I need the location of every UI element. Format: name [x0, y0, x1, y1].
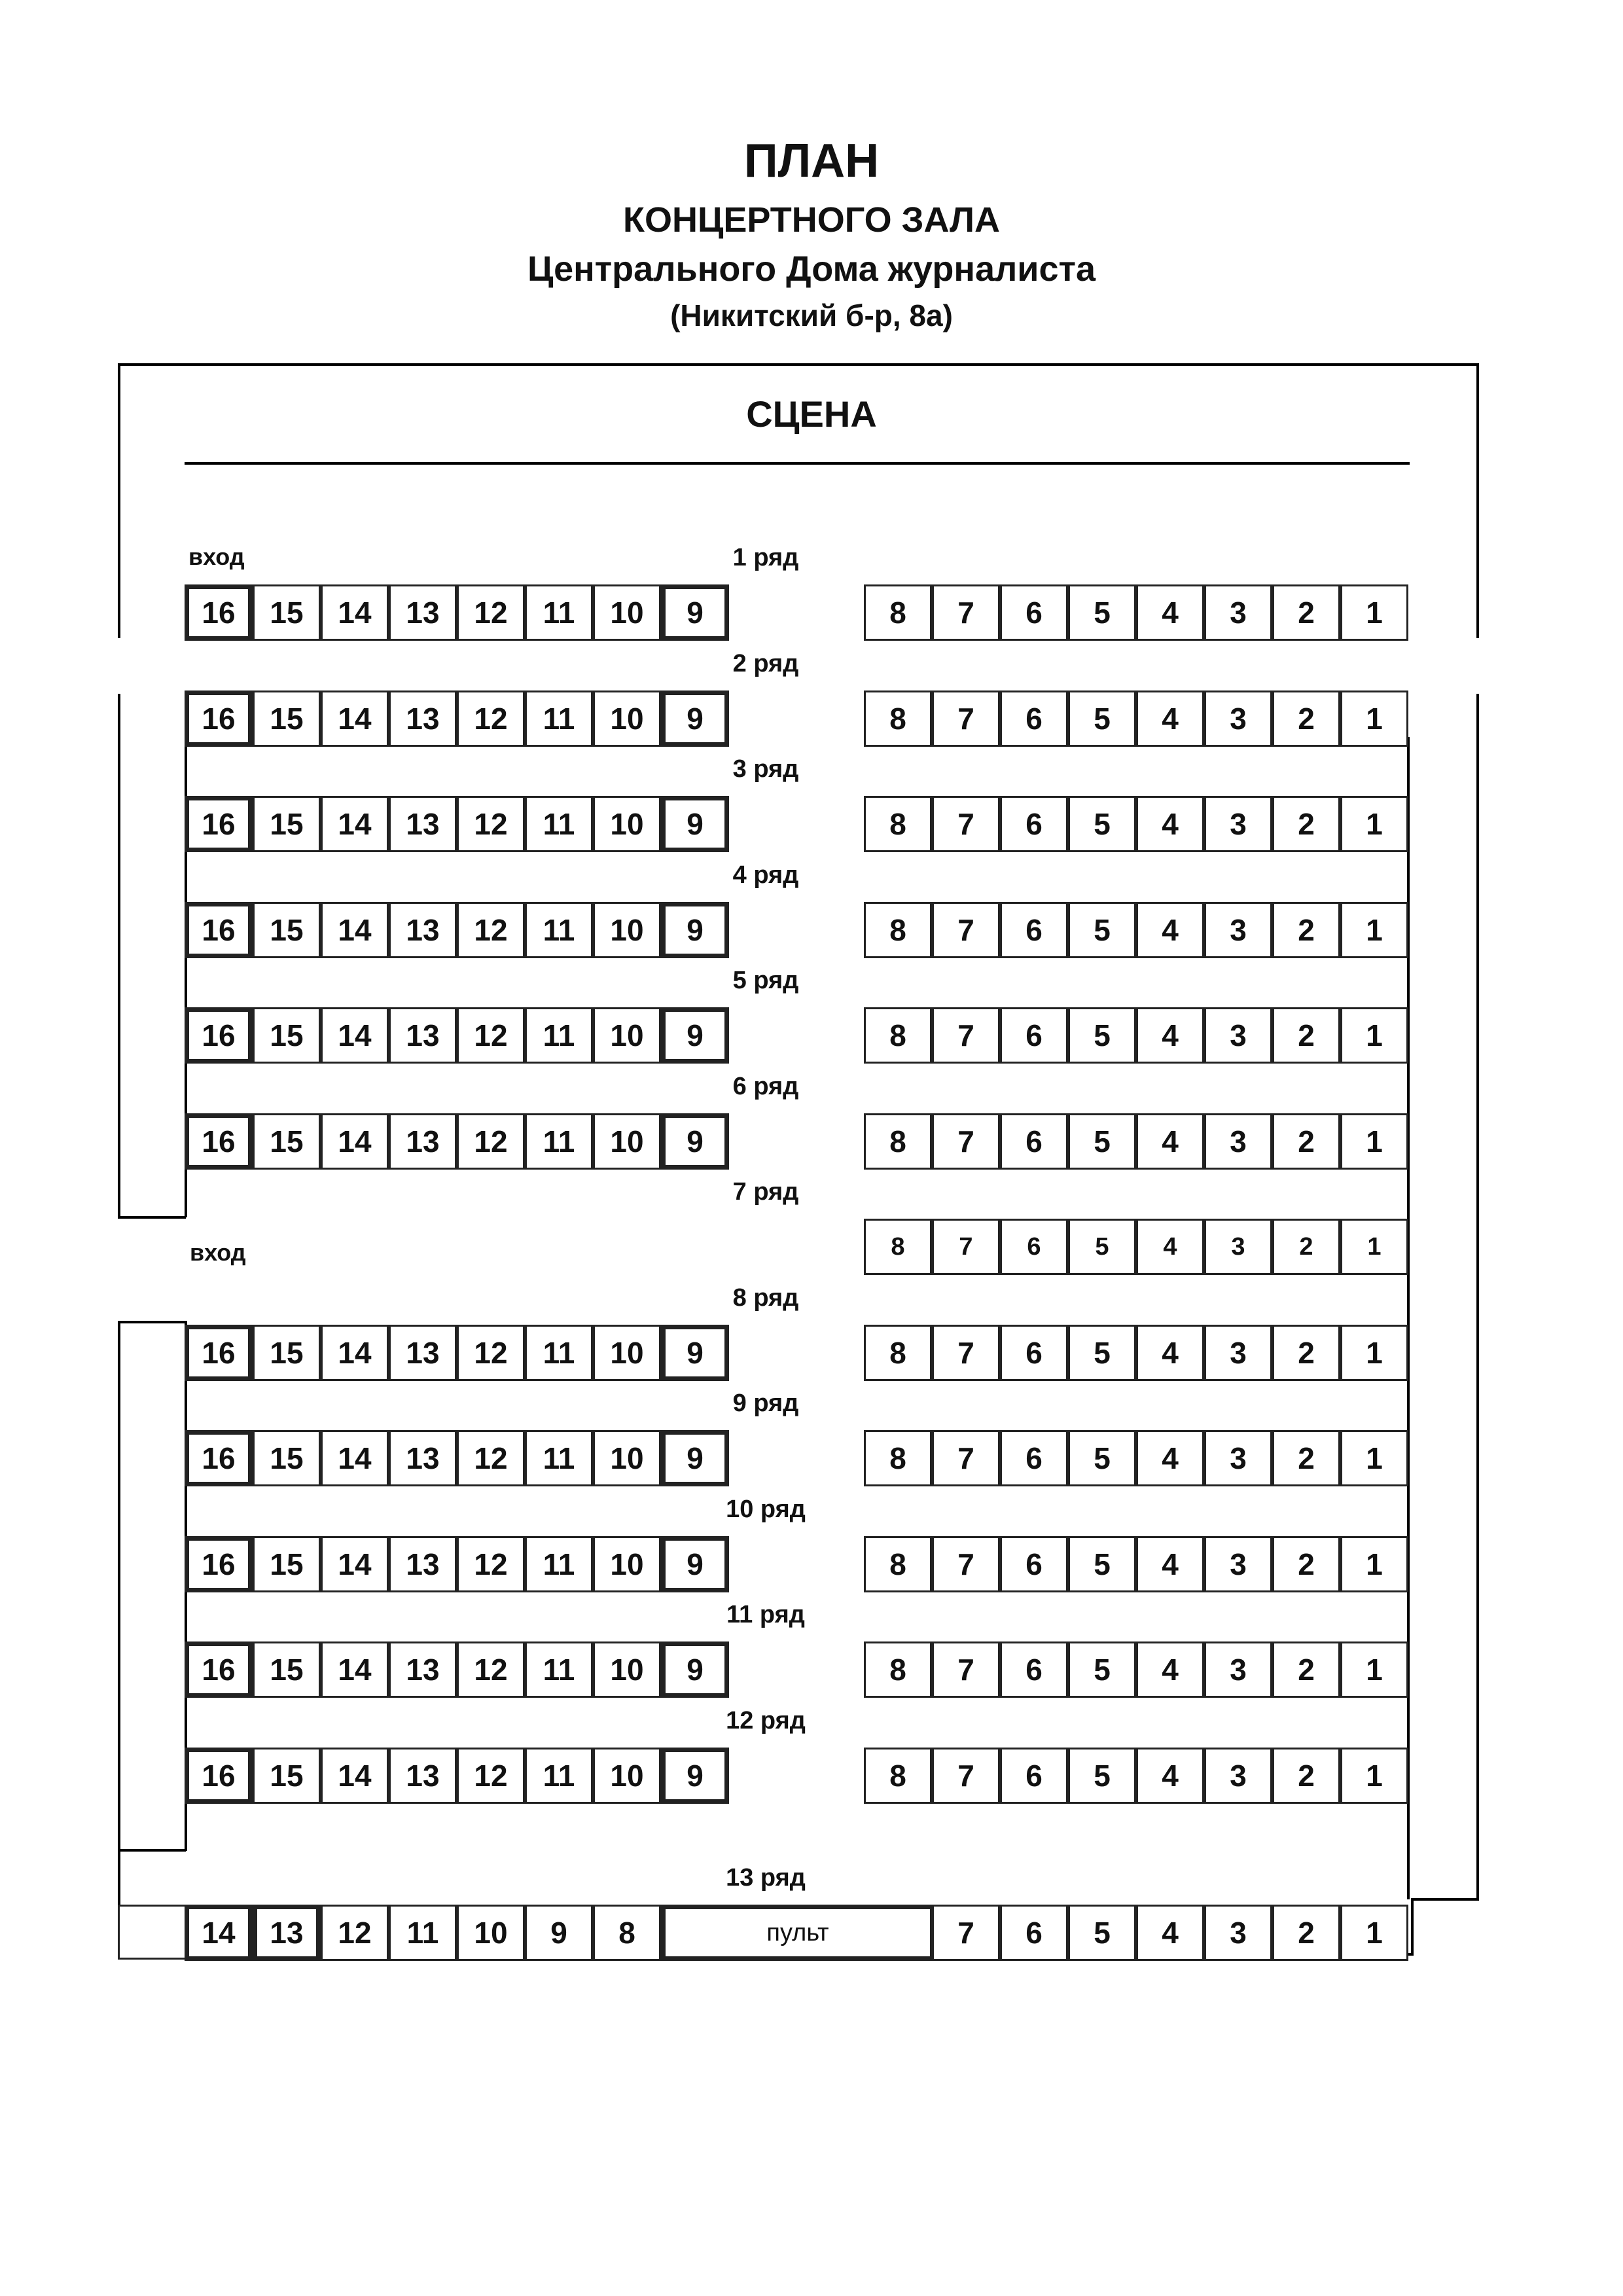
seat[interactable]: 5: [1068, 1905, 1136, 1961]
seat[interactable]: 3: [1204, 1325, 1272, 1381]
seat[interactable]: 11: [525, 1325, 593, 1381]
seat[interactable]: 9: [661, 1113, 729, 1170]
seat[interactable]: 8: [864, 1536, 932, 1592]
seat[interactable]: 10: [593, 1748, 661, 1804]
seat[interactable]: 8: [864, 1748, 932, 1804]
seat[interactable]: 16: [185, 1748, 253, 1804]
row-label: 6 ряд: [732, 1072, 799, 1100]
row-label: 11 ряд: [726, 1601, 805, 1628]
seat[interactable]: 13: [389, 1536, 457, 1592]
seat[interactable]: 3: [1204, 1430, 1272, 1486]
seat[interactable]: 1: [1340, 1430, 1408, 1486]
seat[interactable]: 8: [864, 691, 932, 747]
seat[interactable]: 13: [253, 1905, 321, 1961]
seat[interactable]: 7: [932, 584, 1000, 641]
seat[interactable]: 13: [389, 1007, 457, 1064]
seat[interactable]: 16: [185, 1536, 253, 1592]
seat[interactable]: 6: [1000, 1113, 1068, 1170]
seat[interactable]: 4: [1136, 796, 1204, 852]
row-label: 1 ряд: [732, 544, 799, 571]
row-label: 9 ряд: [732, 1390, 799, 1417]
seat[interactable]: 5: [1068, 1641, 1136, 1698]
seat[interactable]: 4: [1136, 1430, 1204, 1486]
seat[interactable]: 10: [593, 584, 661, 641]
seat[interactable]: 11: [525, 1536, 593, 1592]
seat[interactable]: 1: [1340, 902, 1408, 958]
seat[interactable]: 6: [1000, 1325, 1068, 1381]
seat[interactable]: 13: [389, 902, 457, 958]
seat[interactable]: 13: [389, 1113, 457, 1170]
seat[interactable]: 2: [1272, 1641, 1340, 1698]
seat[interactable]: 3: [1204, 691, 1272, 747]
plan-title: ПЛАН: [743, 135, 880, 187]
seat[interactable]: 1: [1340, 1113, 1408, 1170]
seat[interactable]: 1: [1340, 1325, 1408, 1381]
seat[interactable]: 14: [321, 1430, 389, 1486]
seat[interactable]: 14: [321, 796, 389, 852]
seat[interactable]: 3: [1204, 1641, 1272, 1698]
seat[interactable]: 6: [1000, 1905, 1068, 1961]
seat[interactable]: 4: [1136, 1219, 1204, 1275]
seat[interactable]: 1: [1340, 1748, 1408, 1804]
seat[interactable]: 4: [1136, 902, 1204, 958]
seat[interactable]: 12: [457, 1641, 525, 1698]
seat[interactable]: 6: [1000, 1536, 1068, 1592]
seat[interactable]: 14: [321, 1113, 389, 1170]
seat[interactable]: 9: [661, 1536, 729, 1592]
seat[interactable]: 10: [593, 1536, 661, 1592]
row-label: 3 ряд: [732, 755, 799, 783]
seat[interactable]: 12: [457, 1748, 525, 1804]
seat[interactable]: 2: [1272, 1430, 1340, 1486]
seat[interactable]: 16: [185, 691, 253, 747]
seat[interactable]: 2: [1272, 1325, 1340, 1381]
row-label: 5 ряд: [732, 967, 799, 994]
seat[interactable]: 15: [253, 1641, 321, 1698]
seat[interactable]: 15: [253, 1536, 321, 1592]
seat[interactable]: 16: [185, 1430, 253, 1486]
seat[interactable]: 13: [389, 1325, 457, 1381]
seat[interactable]: 1: [1340, 1536, 1408, 1592]
seat[interactable]: 4: [1136, 1325, 1204, 1381]
seat[interactable]: 10: [593, 1325, 661, 1381]
seat[interactable]: 12: [457, 584, 525, 641]
seat[interactable]: 9: [661, 902, 729, 958]
seat[interactable]: 4: [1136, 1641, 1204, 1698]
seat[interactable]: 7: [932, 1641, 1000, 1698]
seat[interactable]: 11: [525, 1748, 593, 1804]
seat[interactable]: 9: [661, 691, 729, 747]
venue-name: Центрального Дома журналиста: [527, 249, 1096, 289]
seat[interactable]: 7: [932, 1113, 1000, 1170]
seat[interactable]: 14: [321, 1536, 389, 1592]
seat[interactable]: 4: [1136, 1748, 1204, 1804]
seat[interactable]: 13: [389, 584, 457, 641]
seat[interactable]: 9: [661, 1430, 729, 1486]
seat[interactable]: 3: [1204, 902, 1272, 958]
seat[interactable]: 14: [321, 691, 389, 747]
seat[interactable]: 11: [525, 1113, 593, 1170]
seat[interactable]: 13: [389, 796, 457, 852]
seat[interactable]: 8: [864, 1641, 932, 1698]
seat[interactable]: 6: [1000, 1430, 1068, 1486]
seat[interactable]: 8: [864, 1007, 932, 1064]
seat[interactable]: 1: [1340, 1905, 1408, 1961]
seat[interactable]: 5: [1068, 1113, 1136, 1170]
seat[interactable]: 5: [1068, 691, 1136, 747]
seat[interactable]: 9: [525, 1905, 593, 1961]
seat[interactable]: 7: [932, 1430, 1000, 1486]
seat[interactable]: 8: [864, 1325, 932, 1381]
seat[interactable]: 7: [932, 691, 1000, 747]
seat[interactable]: 11: [525, 1641, 593, 1698]
seat[interactable]: 14: [321, 1325, 389, 1381]
seat[interactable]: 2: [1272, 902, 1340, 958]
seat[interactable]: 1: [1340, 1641, 1408, 1698]
seat[interactable]: 3: [1204, 584, 1272, 641]
seat[interactable]: 9: [661, 1325, 729, 1381]
seat[interactable]: 10: [593, 902, 661, 958]
seat[interactable]: 12: [457, 691, 525, 747]
seat[interactable]: 4: [1136, 691, 1204, 747]
seat[interactable]: 7: [932, 1219, 1000, 1275]
seat[interactable]: 4: [1136, 1113, 1204, 1170]
row-label: 12 ряд: [726, 1706, 806, 1734]
row-label: 8 ряд: [732, 1283, 799, 1312]
seat[interactable]: 8: [593, 1905, 661, 1961]
seat[interactable]: 4: [1136, 1905, 1204, 1961]
seat[interactable]: 12: [457, 902, 525, 958]
seat[interactable]: 12: [457, 1430, 525, 1486]
seat[interactable]: 5: [1068, 1536, 1136, 1592]
seat[interactable]: 12: [457, 1113, 525, 1170]
seat[interactable]: 12: [457, 1325, 525, 1381]
seat[interactable]: 12: [321, 1905, 389, 1961]
seat[interactable]: 2: [1272, 584, 1340, 641]
seat[interactable]: 4: [1136, 1007, 1204, 1064]
row-label: 4 ряд: [732, 861, 799, 889]
seat[interactable]: 5: [1068, 796, 1136, 852]
seat[interactable]: 12: [457, 1007, 525, 1064]
seat[interactable]: 14: [321, 584, 389, 641]
seat[interactable]: 9: [661, 1641, 729, 1698]
seat[interactable]: 12: [457, 1536, 525, 1592]
seat[interactable]: 6: [1000, 796, 1068, 852]
stage-label: СЦЕНА: [746, 393, 877, 435]
seat[interactable]: 1: [1340, 1007, 1408, 1064]
seat[interactable]: 9: [661, 796, 729, 852]
seat[interactable]: 2: [1272, 1219, 1340, 1275]
seat[interactable]: 13: [389, 1748, 457, 1804]
seat[interactable]: 7: [932, 1748, 1000, 1804]
seat[interactable]: 6: [1000, 691, 1068, 747]
seat[interactable]: 9: [661, 1007, 729, 1064]
seat[interactable]: 14: [321, 1007, 389, 1064]
seat[interactable]: 15: [253, 1113, 321, 1170]
seat[interactable]: 1: [1340, 584, 1408, 641]
seat[interactable]: 6: [1000, 1748, 1068, 1804]
seat[interactable]: 8: [864, 796, 932, 852]
seat[interactable]: 11: [525, 902, 593, 958]
seat[interactable]: 10: [593, 1007, 661, 1064]
seat[interactable]: 2: [1272, 1007, 1340, 1064]
seat-empty: [118, 1905, 187, 1960]
seat[interactable]: 11: [525, 1007, 593, 1064]
seat[interactable]: 5: [1068, 1430, 1136, 1486]
seat[interactable]: 5: [1068, 1325, 1136, 1381]
seat[interactable]: 3: [1204, 1219, 1272, 1275]
seat[interactable]: 16: [185, 796, 253, 852]
seat[interactable]: 16: [185, 584, 253, 641]
seat[interactable]: 5: [1068, 1007, 1136, 1064]
seat[interactable]: 14: [321, 1641, 389, 1698]
seat[interactable]: 10: [593, 1641, 661, 1698]
seat[interactable]: 2: [1272, 796, 1340, 852]
seat[interactable]: 11: [525, 1430, 593, 1486]
seat[interactable]: 14: [321, 902, 389, 958]
seat[interactable]: 2: [1272, 691, 1340, 747]
seat[interactable]: 9: [661, 1748, 729, 1804]
seat[interactable]: 7: [932, 902, 1000, 958]
seat[interactable]: 6: [1000, 902, 1068, 958]
seat[interactable]: 15: [253, 584, 321, 641]
seat[interactable]: 7: [932, 796, 1000, 852]
seat[interactable]: 6: [1000, 584, 1068, 641]
seat[interactable]: 7: [932, 1905, 1000, 1961]
seat[interactable]: 11: [525, 584, 593, 641]
seat[interactable]: 2: [1272, 1748, 1340, 1804]
seat[interactable]: 13: [389, 691, 457, 747]
seat[interactable]: 4: [1136, 584, 1204, 641]
seat[interactable]: 13: [389, 1641, 457, 1698]
seat[interactable]: 13: [389, 1430, 457, 1486]
seat[interactable]: 10: [593, 796, 661, 852]
seat[interactable]: 2: [1272, 1905, 1340, 1961]
seat[interactable]: 10: [593, 1113, 661, 1170]
row-label: 10 ряд: [726, 1495, 806, 1523]
seat[interactable]: 16: [185, 1113, 253, 1170]
seat[interactable]: 11: [389, 1905, 457, 1961]
seat[interactable]: 8: [864, 1430, 932, 1486]
seat[interactable]: 2: [1272, 1536, 1340, 1592]
seat[interactable]: 16: [185, 1007, 253, 1064]
seat[interactable]: 15: [253, 1748, 321, 1804]
seat[interactable]: 12: [457, 796, 525, 852]
seat[interactable]: 15: [253, 902, 321, 958]
seat[interactable]: 5: [1068, 1748, 1136, 1804]
seat[interactable]: 3: [1204, 1536, 1272, 1592]
seat[interactable]: 7: [932, 1325, 1000, 1381]
seat[interactable]: 4: [1136, 1536, 1204, 1592]
seat[interactable]: 11: [525, 796, 593, 852]
seat[interactable]: 15: [253, 796, 321, 852]
seat[interactable]: 3: [1204, 1007, 1272, 1064]
seat[interactable]: 16: [185, 902, 253, 958]
seat[interactable]: 15: [253, 1007, 321, 1064]
seat[interactable]: 7: [932, 1007, 1000, 1064]
sound-console: пульт: [661, 1905, 935, 1961]
seat[interactable]: 14: [185, 1905, 253, 1961]
seat[interactable]: 5: [1068, 902, 1136, 958]
seat[interactable]: 15: [253, 1430, 321, 1486]
row-label: 13 ряд: [726, 1864, 806, 1892]
seat[interactable]: 3: [1204, 1113, 1272, 1170]
seat[interactable]: 6: [1000, 1219, 1068, 1275]
seat[interactable]: 8: [864, 1219, 932, 1275]
seat[interactable]: 10: [457, 1905, 525, 1961]
seat[interactable]: 1: [1340, 796, 1408, 852]
venue-address: (Никитский б-р, 8а): [670, 298, 953, 332]
seat[interactable]: 14: [321, 1748, 389, 1804]
seat[interactable]: 11: [525, 691, 593, 747]
entrance-label-upper: вход: [188, 543, 245, 570]
seat[interactable]: 5: [1068, 584, 1136, 641]
seat[interactable]: 10: [593, 1430, 661, 1486]
seat[interactable]: 10: [593, 691, 661, 747]
seat[interactable]: 6: [1000, 1641, 1068, 1698]
seat[interactable]: 16: [185, 1641, 253, 1698]
seat[interactable]: 3: [1204, 1748, 1272, 1804]
seat[interactable]: 8: [864, 584, 932, 641]
plan-subtitle: КОНЦЕРТНОГО ЗАЛА: [623, 200, 1000, 240]
seat[interactable]: 1: [1340, 1219, 1408, 1275]
seat[interactable]: 1: [1340, 691, 1408, 747]
entrance-label-lower: вход: [190, 1239, 246, 1266]
seat[interactable]: 15: [253, 691, 321, 747]
seat[interactable]: 9: [661, 584, 729, 641]
seat[interactable]: 6: [1000, 1007, 1068, 1064]
seat[interactable]: 7: [932, 1536, 1000, 1592]
seat[interactable]: 3: [1204, 796, 1272, 852]
seat[interactable]: 2: [1272, 1113, 1340, 1170]
seat[interactable]: 8: [864, 1113, 932, 1170]
seat[interactable]: 5: [1068, 1219, 1136, 1275]
seat[interactable]: 16: [185, 1325, 253, 1381]
row-label: 2 ряд: [732, 649, 799, 677]
seat[interactable]: 15: [253, 1325, 321, 1381]
row-label: 7 ряд: [732, 1178, 799, 1206]
seat[interactable]: 3: [1204, 1905, 1272, 1961]
seat[interactable]: 8: [864, 902, 932, 958]
